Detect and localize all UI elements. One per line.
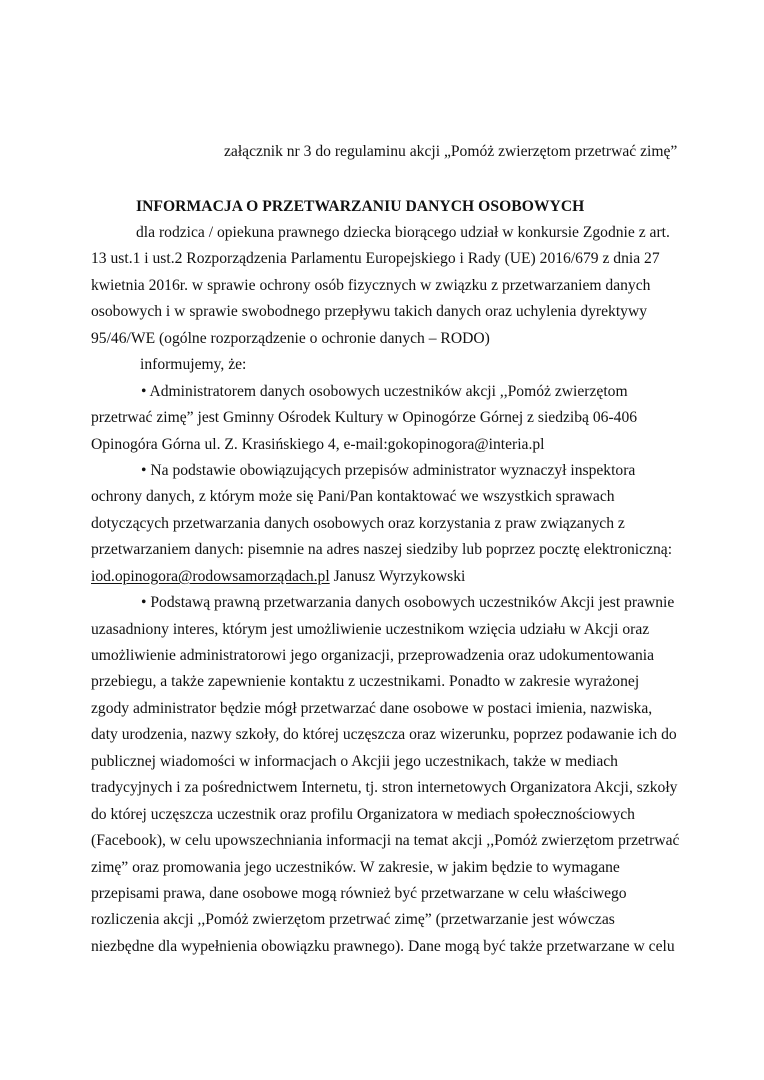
iod-email-link[interactable]: iod.opinogora@rodowsamorządach.pl (91, 567, 330, 585)
text-line: zimę” oraz promowania jego uczestników. W zakresie, w jakim będzie to wymagane (91, 858, 620, 876)
inform-line: informujemy, że: (140, 356, 247, 374)
text-line: dla rodzica / opiekuna prawnego dziecka biorącego udział w konkursie Zgodnie z art. (136, 224, 670, 241)
contact-name: Janusz Wyrzykowski (329, 567, 466, 585)
text-line: • Na podstawie obowiązujących przepisów administrator wyznaczył inspektora (141, 461, 636, 479)
text-line: daty urodzenia, nazwy szkoły, do której uczęszcza oraz wizerunku, poprzez podawanie ich do (91, 726, 677, 744)
text-line: osobowych i w sprawie swobodnego przepływu takich danych oraz uchylenia dyrektywy (91, 303, 648, 321)
text-line: umożliwienie administratorowi jego organizacji, przeprowadzenia oraz udokumentowania (91, 647, 655, 664)
text-line: rozliczenia akcji ,,Pomóż zwierzętom przetrwać zimę” (przetwarzanie jest wówczas (91, 911, 615, 929)
text-line: • Podstawą prawną przetwarzania danych osobowych uczestników Akcji jest prawnie (141, 594, 675, 612)
text-line: 95/46/WE (ogólne rozporządzenie o ochronie danych – RODO) (91, 329, 490, 347)
text-line: przetrwać zimę” jest Gminny Ośrodek Kultury w Opinogórze Górnej z siedzibą 06-406 (91, 409, 638, 427)
text-line: dotyczących przetwarzania danych osobowych oraz korzystania z praw związanych z (91, 514, 625, 532)
annex-title: załącznik nr 3 do regulaminu akcji „Pomóż zwierzętom przetrwać zimę” (224, 143, 678, 160)
text-line: niezbędne dla wypełnienia obowiązku prawnego). Dane mogą być także przetwarzane w celu (91, 937, 675, 955)
text-line: tradycyjnych i za pośrednictwem Internetu, tj. stron internetowych Organizatora Akcji, szkoły (91, 779, 678, 797)
text-line: publicznej wiadomości w informacjach o Akcjii jego uczestnikach, także w mediach (91, 752, 618, 770)
bullet-legal-basis (91, 590, 691, 960)
bullet-administrator (91, 379, 691, 458)
text-line (91, 564, 691, 590)
text-line: 13 ust.1 i ust.2 Rozporządzenia Parlamentu Europejskiego i Rady (UE) 2016/679 z dnia 27 (91, 250, 660, 268)
text-line: przepisami prawa, dane osobowe mogą również być przetwarzane w celu właściwego (91, 884, 627, 902)
text-line: ochrony danych, z którym może się Pani/Pan kontaktować we wszystkich sprawach (91, 488, 615, 506)
document-body (91, 220, 691, 960)
text-line: zgody administrator będzie mógł przetwarzać dane osobowe w postaci imienia, nazwiska, (91, 699, 653, 717)
bullet-data-protection-officer (91, 458, 691, 590)
text-line: kwietnia 2016r. w sprawie ochrony osób fizycznych w związku z przetwarzaniem danych (91, 276, 651, 294)
document-heading: INFORMACJA O PRZETWARZANIU DANYCH OSOBOWYCH (136, 198, 585, 215)
text-line: przebiegu, a także zapewnienie kontaktu z uczestnikami. Ponadto w zakresie wyrażonej (91, 673, 640, 691)
text-line: Opinogóra Górna ul. Z. Krasińskiego 4, e-mail:gokopinogora@interia.pl (91, 435, 545, 453)
text-line: • Administratorem danych osobowych uczestników akcji ,,Pomóż zwierzętom (141, 382, 628, 400)
intro-paragraph (91, 220, 691, 379)
text-line: (Facebook), w celu upowszechniania informacji na temat akcji ,,Pomóż zwierzętom przetrwać (91, 832, 680, 850)
text-line: uzasadniony interes, którym jest umożliwienie uczestnikom wzięcia udziału w Akcji oraz (91, 620, 650, 638)
text-line: przetwarzaniem danych: pisemnie na adres naszej siedziby lub poprzez pocztę elektroniczną: (91, 541, 673, 559)
text-line: do której uczęszcza uczestnik oraz profilu Organizatora w mediach społecznościowych (91, 805, 635, 823)
